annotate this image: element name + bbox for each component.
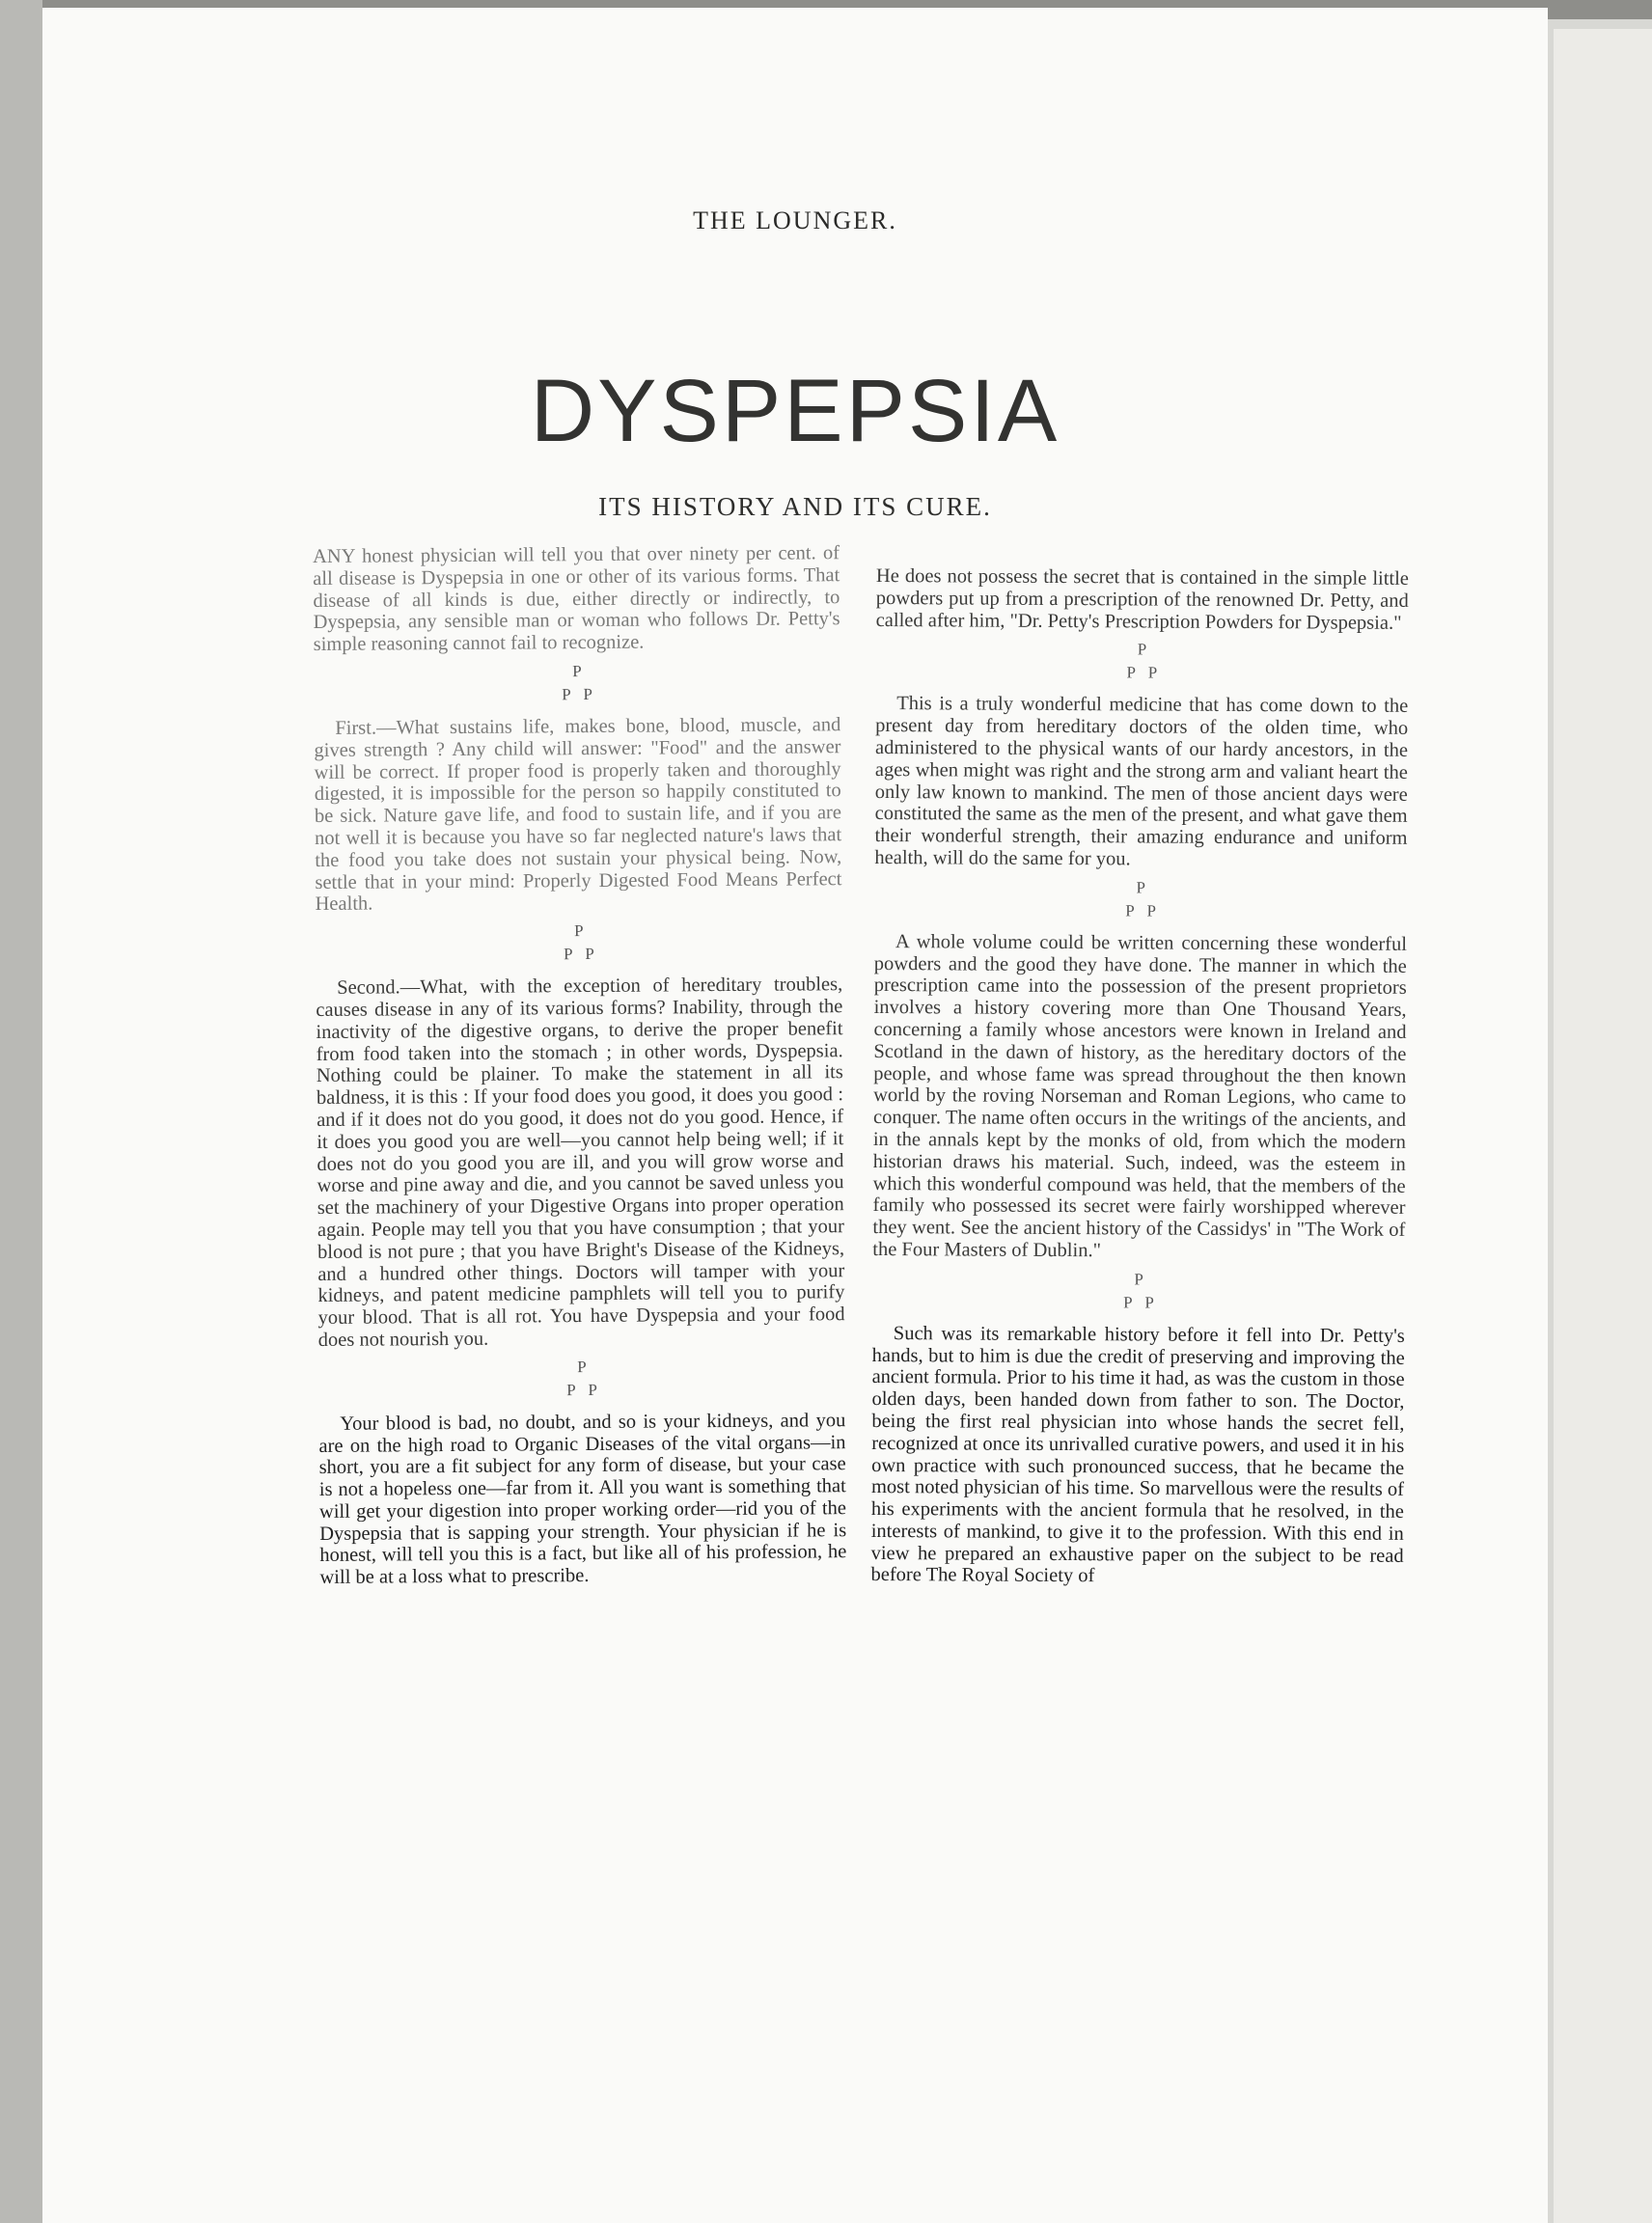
- running-head: THE LOUNGER.: [693, 206, 897, 234]
- right-paragraph-2: This is a truly wonderful medicine that has come down to the present day from hereditary doctors of the olden time, who administered to the physical wants of our hardy ancestors, in the ages when might was right and the strong arm and valiant heart the only law known to mankind. The men of those ancient days were constituted the same as the men of the present, and what gave them their wonderful strength, their amazing endurance and uniform health, will do the same for you.: [874, 693, 1409, 870]
- section-divider: [316, 918, 842, 968]
- divider-mark: P: [572, 662, 582, 681]
- left-paragraph-3: Second.—What, with the exception of hereditary troubles, causes disease in any of its various forms? Inability, through the inactivity of the digestive organs, to derive the proper benefit from food taken into the stomach ; in other words, Dyspepsia. Nothing could be plainer. To make the statement in all its baldness, it is this : If your food does you good, it does you good : and if it does not do you good, it does not do you good. Hence, if it does you good you are well—you cannot help being well; if it does not do you good you are ill, and you will grow worse and worse and pine away and die, and you cannot be saved unless you set the machinery of your Digestive Organs into proper operation again. People may tell you that you have consumption ; that your blood is not pure ; that you have Bright's Disease of the Kidneys, and a hundred other things. Doctors will tamper with your kidneys, and patent medicine pamphlets will tell you to purify your blood. That is all rot. You have Dyspepsia and your food does not nourish you.: [316, 974, 845, 1351]
- right-paragraph-1: He does not possess the secret that is contained in the simple little powders put up from a prescription of the renowned Dr. Petty, and called after him, "Dr. Petty's Prescription Powders for Dyspepsia.": [875, 565, 1409, 634]
- section-divider: [875, 637, 1408, 686]
- divider-mark: P: [1147, 663, 1158, 682]
- divider-mark: P: [1123, 1293, 1133, 1312]
- magazine-page: [42, 8, 1548, 2223]
- section-divider: [318, 1354, 845, 1404]
- divider-mark: P: [1134, 1270, 1143, 1289]
- divider-mark: P: [1146, 901, 1157, 920]
- divider-mark: P: [562, 685, 571, 704]
- divider-mark: P: [1125, 901, 1135, 920]
- right-column: [870, 565, 1409, 1589]
- divider-mark: P: [1144, 1293, 1154, 1312]
- left-paragraph-1: ANY honest physician will tell you that over ninety per cent. of all disease is Dyspepsia in one or other of its various forms. That disease of all kinds is due, either directly or indirectly, to Dyspepsia, any sensible man or woman who follows Dr. Petty's simple reasoning cannot fail to recognize.: [313, 542, 840, 656]
- right-paragraph-3: A whole volume could be written concerning these wonderful powders and the good they have done. The manner in which the prescription came into the possession of the present proprietors involves a history covering more than One Thousand Years, concerning a family whose ancestors were known in Ireland and Scotland in the dawn of history, as the hereditary doctors of the people, and whose fame was spread throughout the then known world by the roving Norseman and Roman Legions, who came to conquer. The name often occurs in the writings of the ancients, and in the annals kept by the monks of old, from which the modern historian draws his material. Such, indeed, was the esteem in which this wonderful compound was held, that the members of the family who possessed its secret were fairly worshipped wherever they went. See the ancient history of the Cassidys' in "The Work of the Four Masters of Dublin.": [872, 930, 1408, 1262]
- divider-mark: P: [566, 1380, 576, 1399]
- divider-mark: P: [564, 945, 573, 964]
- section-divider: [872, 1267, 1405, 1316]
- divider-mark: P: [585, 945, 594, 964]
- divider-mark-pair: [314, 681, 840, 708]
- divider-mark: P: [1126, 663, 1137, 682]
- left-paragraph-4: Your blood is bad, no doubt, and so is your kidneys, and you are on the high road to Organic Diseases of the vital organs—in short, you are a fit subject for any form of disease, but your case is not a hopeless one—far from it. All you want is something that will get your digestion into proper working order—rid you of the Dyspepsia that is sapping your strength. Your physician if he is honest, will tell you this is a fact, but like all of his profession, he will be at a loss what to prescribe.: [318, 1409, 847, 1589]
- left-paragraph-2: First.—What sustains life, makes bone, blood, muscle, and gives strength ? Any child will answer: "Food" and the answer will be correct. If proper food is properly taken and thoroughly digested, it is impossible for the person so happily constituted to be sick. Nature gave life, and food to sustain life, and if you are not well it is because you have so far neglected nature's laws that the food you take does not sustain your physical being. Now, settle that in your mind: Properly Digested Food Means Perfect Health.: [314, 714, 842, 916]
- divider-mark: P: [573, 921, 584, 941]
- section-divider: [314, 658, 840, 708]
- divider-mark: P: [583, 684, 592, 704]
- divider-mark: P: [1136, 878, 1146, 897]
- section-divider: [874, 875, 1407, 924]
- divider-mark: P: [577, 1357, 587, 1376]
- divider-mark-pair: [875, 660, 1408, 686]
- divider-mark: P: [1137, 640, 1147, 659]
- divider-mark-pair: [316, 941, 842, 968]
- divider-mark: P: [588, 1380, 598, 1399]
- left-column: [313, 542, 847, 1589]
- divider-mark-pair: [318, 1377, 845, 1404]
- right-paragraph-4: Such was its remarkable history before it fell into Dr. Petty's hands, but to him is due the credit of preserving and improving the ancient formula. Prior to his time it had, as was the custom in those olden days, been handed down from father to son. The Doctor, being the first real physician into whose hands the secret fell, recognized at once its unrivalled curative powers, and used it in his own practice with such pronounced success, that he became the most noted physician of his time. So marvellous were the results of his experiments with the ancient formula that he resolved, in the interests of mankind, to give it to the profession. With this end in view he prepared an exhaustive paper on the subject to be read before The Royal Society of: [870, 1322, 1405, 1587]
- article-subtitle: ITS HISTORY AND ITS CURE.: [598, 492, 992, 521]
- divider-mark-pair: [872, 1290, 1405, 1316]
- article-title: DYSPEPSIA: [530, 362, 1060, 460]
- divider-mark-pair: [874, 898, 1407, 924]
